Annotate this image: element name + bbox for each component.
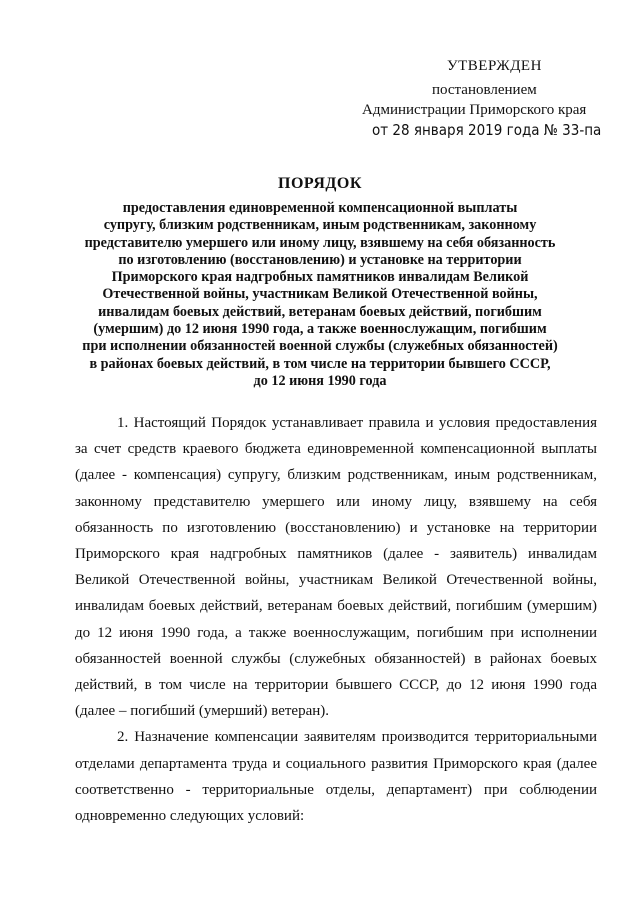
subtitle-line: Приморского края надгробных памятников инвалидам Великой (111, 269, 529, 286)
document-body (75, 410, 597, 829)
approval-authority: Администрации Приморского края (362, 102, 587, 118)
paragraph-line: законному представителю умершего или иному лицу, взявшему на себя (75, 493, 597, 510)
subtitle-line: представителю умершего или иному лицу, взявшему на себя обязанность (84, 234, 556, 251)
paragraph-1 (75, 410, 597, 724)
approval-date-number: от 28 января 2019 года № 33-па (372, 121, 602, 139)
approval-stamp-heading: УТВЕРЖДЕН (447, 58, 542, 74)
subtitle-line: при исполнении обязанностей военной службы (служебных обязанностей) (82, 338, 558, 355)
subtitle-line: инвалидам боевых действий, ветеранам боевых действий, погибшим (98, 303, 542, 320)
paragraph-line: одновременно следующих условий: (75, 808, 305, 825)
paragraph-2 (75, 724, 597, 829)
paragraph-line: (далее – погибший (умерший) ветеран). (75, 703, 330, 720)
paragraph-line: 2. Назначение компенсации заявителям производится территориальными (117, 729, 597, 746)
subtitle-line: супругу, близким родственникам, иным родственникам, законному (103, 217, 537, 234)
approval-decree-label: постановлением (432, 82, 537, 98)
paragraph-line: (далее - компенсация) супругу, близким родственникам, иным родственникам, (75, 467, 597, 484)
paragraph-line: обязанность по изготовлению (восстановлению) и установке на территории (75, 519, 597, 536)
subtitle-line: по изготовлению (восстановлению) и установке на территории (118, 251, 522, 268)
paragraph-line: 1. Настоящий Порядок устанавливает правила и условия предоставления (117, 415, 597, 431)
subtitle-line: Отечественной войны, участникам Великой Отечественной войны, (102, 286, 538, 303)
paragraph-line: обязанностей военной службы (служебных обязанностей) в районах боевых (75, 650, 597, 667)
paragraph-line: Великой Отечественной войны, участникам Великой Отечественной войны, (75, 572, 597, 589)
paragraph-line: отделами департамента труда и социального развития Приморского края (далее (75, 755, 597, 772)
paragraph-line: за счет средств краевого бюджета единовременной компенсационной выплаты (75, 441, 597, 458)
paragraph-line: инвалидам боевых действий, ветеранам боевых действий, погибшим (умершим) (75, 598, 597, 615)
subtitle-line: в районах боевых действий, в том числе на территории бывшего СССР, (89, 355, 551, 372)
subtitle-line: (умершим) до 12 июня 1990 года, а также военнослужащим, погибшим (93, 321, 547, 338)
subtitle-line: до 12 июня 1990 года (253, 372, 387, 389)
paragraph-line: соответственно - территориальные отделы, департамент) при соблюдении (75, 781, 597, 798)
document-title: ПОРЯДОК (278, 175, 362, 192)
paragraph-line: Приморского края надгробных памятников (далее - заявитель) инвалидам (75, 546, 597, 563)
paragraph-line: до 12 июня 1990 года, а также военнослужащим, погибшим при исполнении (75, 624, 597, 641)
paragraph-line: действий, в том числе на территории бывшего СССР, до 12 июня 1990 года (75, 677, 597, 694)
subtitle-line: предоставления единовременной компенсационной выплаты (122, 200, 518, 216)
document-subtitle (70, 200, 570, 390)
